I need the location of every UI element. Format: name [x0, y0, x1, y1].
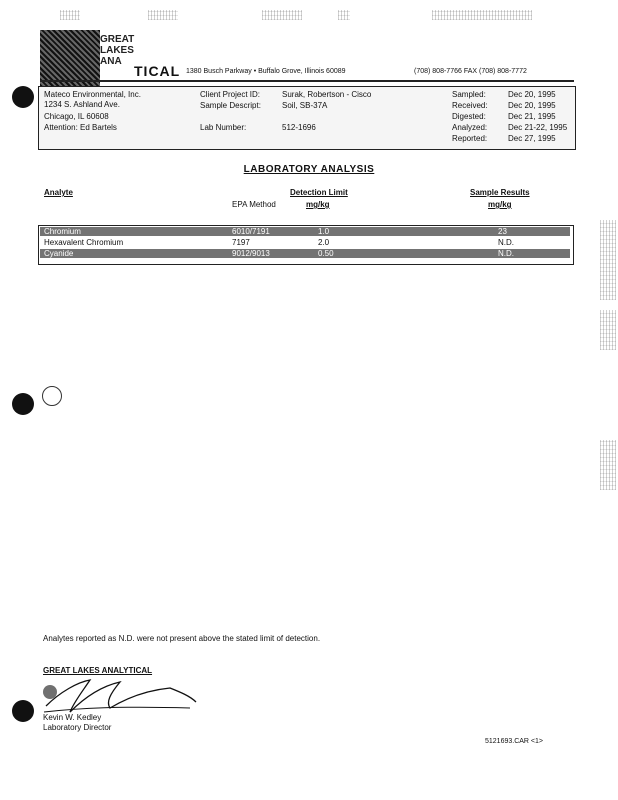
client-project-value: Surak, Robertson - Cisco — [282, 90, 372, 99]
file-id: 5121693.CAR <1> — [485, 738, 543, 745]
nd-footnote: Analytes reported as N.D. were not present above the stated limit of detection. — [43, 634, 321, 643]
analyte-cell: Chromium — [44, 227, 81, 236]
result-cell: N.D. — [498, 249, 514, 258]
result-cell: 23 — [498, 227, 507, 236]
scan-noise — [60, 10, 80, 20]
punch-hole — [12, 86, 34, 108]
signer-block — [43, 713, 111, 733]
scan-noise — [600, 220, 616, 300]
table-row — [40, 249, 570, 258]
detection-units-header: mg/kg — [306, 200, 330, 209]
lab-name: GREAT LAKES ANALYTICAL — [43, 666, 153, 675]
analyte-cell: Cyanide — [44, 249, 74, 258]
limit-cell: 0.50 — [318, 249, 334, 258]
punch-hole — [12, 700, 34, 722]
company-address: 1380 Busch Parkway • Buffalo Grove, Illinois 60089 — [186, 68, 346, 75]
limit-cell: 1.0 — [318, 227, 330, 236]
detection-limit-header: Detection Limit — [290, 188, 348, 197]
scan-noise — [600, 310, 616, 350]
analyte-header: Analyte — [44, 188, 73, 197]
date-value: Dec 20, 1995 — [508, 90, 556, 99]
client-project-label: Client Project ID: — [200, 90, 261, 99]
date-value: Dec 27, 1995 — [508, 134, 556, 143]
scan-noise — [432, 10, 532, 20]
client-address: 1234 S. Ashland Ave. — [44, 100, 120, 109]
section-title: LABORATORY ANALYSIS — [243, 164, 375, 175]
date-label: Analyzed: — [452, 123, 488, 132]
company-logo — [40, 30, 100, 86]
scan-noise — [338, 10, 350, 20]
results-units-header: mg/kg — [488, 200, 512, 209]
date-value: Dec 20, 1995 — [508, 101, 556, 110]
client-city: Chicago, IL 60608 — [44, 112, 109, 121]
lab-number-value: 512-1696 — [282, 123, 316, 132]
method-cell: 9012/9013 — [232, 249, 270, 258]
scan-noise — [600, 440, 616, 490]
signer-title: Laboratory Director — [43, 723, 112, 732]
client-attention: Attention: Ed Bartels — [44, 123, 117, 132]
method-cell: 6010/7191 — [232, 227, 270, 236]
date-value: Dec 21-22, 1995 — [508, 123, 568, 132]
client-name: Mateco Environmental, Inc. — [44, 90, 141, 99]
company-logo-text: GREAT LAKES ANA — [100, 34, 135, 67]
scan-noise — [262, 10, 302, 20]
signer-name: Kevin W. Kedley — [43, 713, 102, 722]
header-rule — [40, 80, 574, 82]
punch-hole — [12, 393, 34, 415]
company-wordmark: TICAL — [134, 63, 181, 79]
company-phone: (708) 808-7766 FAX (708) 808-7772 — [414, 68, 527, 75]
method-cell: 7197 — [232, 238, 250, 247]
sample-descript-value: Soil, SB-37A — [282, 101, 328, 110]
date-label: Reported: — [452, 134, 488, 143]
date-label: Sampled: — [452, 90, 486, 99]
sample-descript-label: Sample Descript: — [200, 101, 261, 110]
scan-noise — [148, 10, 178, 20]
punch-hole-outline — [42, 386, 62, 406]
date-value: Dec 21, 1995 — [508, 112, 556, 121]
analyte-cell: Hexavalent Chromium — [44, 238, 124, 247]
date-label: Received: — [452, 101, 488, 110]
limit-cell: 2.0 — [318, 238, 330, 247]
table-row — [40, 227, 570, 236]
sample-results-header: Sample Results — [470, 188, 530, 197]
epa-method-header: EPA Method — [232, 200, 276, 209]
date-label: Digested: — [452, 112, 486, 121]
lab-number-label: Lab Number: — [200, 123, 247, 132]
result-cell: N.D. — [498, 238, 514, 247]
